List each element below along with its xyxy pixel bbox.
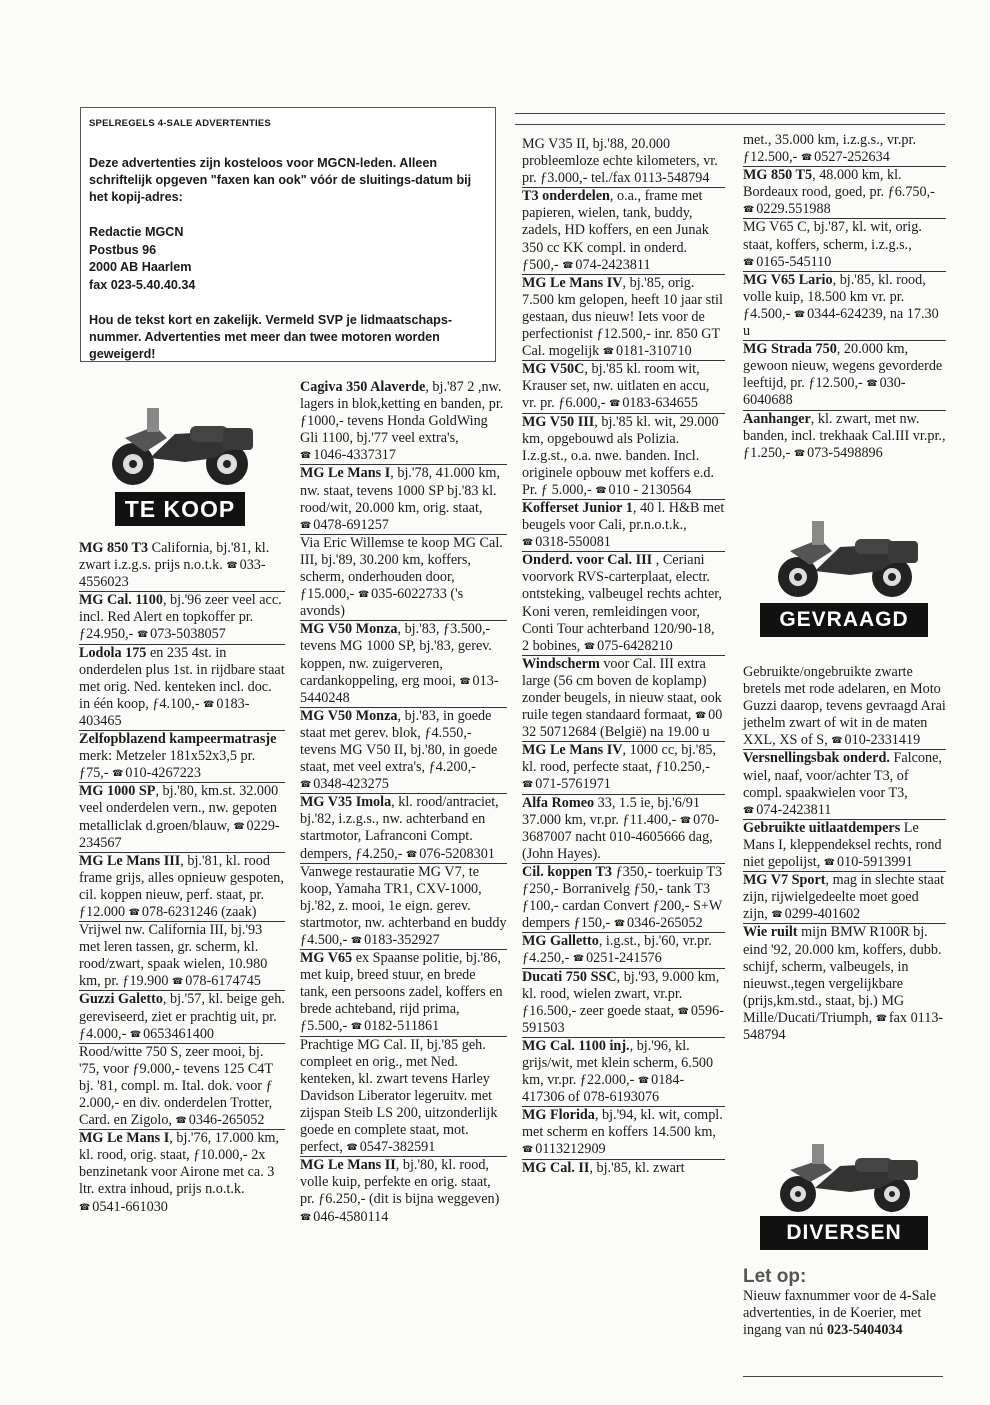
ad-phone: 0229-234567 bbox=[79, 817, 280, 851]
ad-title: Onderd. voor Cal. III bbox=[522, 552, 653, 569]
classified-ad bbox=[300, 379, 507, 465]
ad-title: MG V50 Monza bbox=[300, 621, 398, 638]
phone-icon: ☎ bbox=[831, 735, 843, 746]
phone-icon: ☎ bbox=[602, 346, 615, 357]
ad-body: , bj.'80, kl. rood, volle kuip, perfekte en orig. staat, pr. ƒ6.250,- (dit is bijna weggeven) bbox=[300, 1157, 500, 1208]
motorcycle-illustration bbox=[760, 1138, 930, 1216]
ad-phone: 074-2423811 bbox=[575, 256, 651, 273]
ad-body: Prachtige MG Cal. II, bj.'85 geh. compleet en orig., met Ned. kenteken, kl. zwart tevens Harley Davidson Liberator legeruitv. met zijspan Steib LS 200, uitzonderlijk goede en complete staat, mot. perfect, bbox=[300, 1036, 498, 1156]
classified-ad bbox=[79, 922, 285, 991]
ad-phone: 076-5208301 bbox=[419, 845, 495, 862]
column-te-koop-4 bbox=[743, 132, 946, 462]
notice-box bbox=[743, 1266, 946, 1339]
phone-icon: ☎ bbox=[677, 1005, 689, 1016]
ad-phone: 0229.551988 bbox=[756, 201, 831, 218]
ad-phone: 0596-591503 bbox=[522, 1002, 724, 1036]
phone-icon: ☎ bbox=[357, 589, 370, 600]
ad-phone: 00 32 50712684 (België) na 19.00 u bbox=[522, 707, 723, 741]
phone-icon: ☎ bbox=[522, 537, 534, 548]
ad-phone: 0183-403465 bbox=[79, 695, 250, 729]
ad-phone: 073-5498896 bbox=[807, 444, 883, 461]
ad-title: MG Le Mans I bbox=[79, 1130, 170, 1147]
classified-ad bbox=[522, 933, 725, 968]
notice-body bbox=[743, 1288, 946, 1339]
classified-ad bbox=[743, 411, 946, 462]
ad-title: Cagiva 350 Alaverde bbox=[300, 379, 426, 395]
ad-phone: 0183-634655 bbox=[622, 395, 698, 412]
classified-ad bbox=[300, 535, 507, 621]
banner-te-koop: TE KOOP bbox=[115, 492, 245, 526]
ad-body: , bj.'85 kl. room wit, Krauser set, nw. uitlaten en accu, vr. pr. ƒ6.000,- bbox=[522, 361, 710, 412]
classified-ad bbox=[522, 795, 725, 864]
ad-phone: 035-6022733 ('s avonds) bbox=[300, 586, 464, 620]
classified-ad bbox=[743, 132, 946, 167]
classified-ad bbox=[300, 794, 507, 863]
ad-body: , bj.'83, in goede staat met gerev. blok, ƒ4.550,- tevens MG V50 II, bj.'80, in goede staat, met veel extra's, ƒ4.200,- bbox=[300, 707, 498, 776]
ad-body: California, bj.'81, kl. zwart i.z.g.s. prijs n.o.t.k. bbox=[79, 540, 270, 574]
phone-icon: ☎ bbox=[694, 710, 707, 721]
ad-phone: 075-6428210 bbox=[597, 637, 673, 654]
phone-icon: ☎ bbox=[459, 675, 471, 686]
phone-icon: ☎ bbox=[233, 820, 245, 831]
classified-ad bbox=[79, 991, 285, 1043]
phone-icon: ☎ bbox=[743, 256, 755, 267]
ad-title: MG 850 T3 bbox=[79, 540, 149, 556]
classified-ad bbox=[300, 621, 507, 707]
phone-icon: ☎ bbox=[203, 698, 215, 709]
classified-ad bbox=[743, 872, 946, 924]
classified-ad bbox=[743, 167, 946, 219]
classified-ad bbox=[522, 188, 725, 274]
ad-body: , bj.'85, orig. 7.500 km gelopen, heeft 10 jaar stil gestaan, dus nieuw! Iets voor de perfectionist ƒ12.500,- inr. 850 GT Cal. mogelijk bbox=[522, 274, 723, 360]
classified-ad bbox=[522, 864, 725, 933]
phone-icon: ☎ bbox=[613, 918, 626, 929]
top-rule bbox=[515, 124, 945, 125]
classified-ad bbox=[300, 1037, 507, 1158]
phone-icon: ☎ bbox=[793, 447, 806, 458]
ad-title: T3 onderdelen bbox=[522, 188, 610, 205]
motorcycle-illustration bbox=[95, 398, 265, 490]
ad-body: , bj.'85, kl. rood, volle kuip, 18.500 km vr. pr. ƒ4.500,- bbox=[743, 271, 926, 322]
classified-ad bbox=[522, 361, 725, 413]
ad-title: Lodola 175 bbox=[79, 644, 147, 661]
ad-body: Le Mans I, kleppendeksel rechts, rond niet gepolijst, bbox=[743, 819, 942, 871]
notice-text: Nieuw faxnummer voor de 4-Sale advertenties, in de Koerier, met ingang van nú bbox=[743, 1288, 937, 1339]
ad-phone: 010-5913991 bbox=[837, 854, 913, 871]
classified-ad bbox=[79, 1044, 285, 1130]
ad-phone: 0299-401602 bbox=[784, 906, 861, 923]
classified-ad bbox=[743, 341, 946, 410]
ad-body: en 235 4st. in onderdelen plus 1st. in rijdbare staat met orig. Ned. kenteken incl. doc. in één koop, ƒ4.100,- bbox=[79, 644, 285, 712]
ad-body: met., 35.000 km, i.z.g.s., vr.pr. ƒ12.500,- bbox=[743, 132, 916, 166]
ad-title: Wie ruilt bbox=[743, 924, 798, 941]
address-line: Redactie MGCN bbox=[89, 225, 184, 239]
ad-phone: 074-2423811 bbox=[756, 801, 832, 818]
column-te-koop-2 bbox=[300, 379, 507, 1226]
ad-body: , 40 l. H&B met beugels voor Cali, pr.n.o.t.k., bbox=[522, 499, 725, 534]
phone-icon: ☎ bbox=[300, 450, 312, 461]
ad-body: , bj.'83, ƒ3.500,- tevens MG 1000 SP, bj.'83, gerev. koppen, nw. zuigerveren, cardankoppeling, erg mooi, bbox=[300, 621, 492, 689]
ad-title: Versnellingsbak onderd. bbox=[743, 750, 890, 767]
phone-icon: ☎ bbox=[743, 204, 755, 215]
ad-title: MG V50 III bbox=[522, 413, 595, 430]
ad-body: , i.g.st., bj.'60, vr.pr. ƒ4.250,- bbox=[522, 933, 712, 967]
phone-icon: ☎ bbox=[562, 259, 574, 270]
banner-diversen: DIVERSEN bbox=[760, 1216, 928, 1250]
rules-intro: Deze advertenties zijn kosteloos voor MGCN-leden. Alleen schriftelijk opgeven "faxen kan ook" vóór de sluitings-datum bij het kopij-adres: bbox=[89, 156, 472, 204]
ad-body: , bj.'78, 41.000 km, nw. staat, tevens 1000 SP bj.'83 kl. rood/wit, 20.000 km, orig. staat, bbox=[300, 465, 501, 516]
ad-body: MG V35 II, bj.'88, 20.000 probleemloze echte kilometers, vr. pr. ƒ3.000,- tel./fax 0113-548794 bbox=[522, 136, 718, 187]
banner-gevraagd: GEVRAAGD bbox=[760, 603, 928, 637]
classified-ad bbox=[522, 500, 725, 552]
ad-body: , bj.'94, kl. wit, compl. met scherm en koffers 14.500 km, bbox=[522, 1107, 723, 1141]
phone-icon: ☎ bbox=[866, 378, 878, 389]
ad-body: , 20.000 km, gewoon nieuw, wegens gevorderde leeftijd, pr. ƒ12.500,- bbox=[743, 341, 943, 392]
ad-title: MG V50C bbox=[522, 361, 585, 378]
classified-ad bbox=[522, 414, 725, 500]
phone-icon: ☎ bbox=[300, 779, 312, 790]
classified-ad bbox=[300, 864, 507, 950]
rules-box bbox=[80, 107, 496, 362]
rules-note: Hou de tekst kort en zakelijk. Vermeld SVP je lidmaatschaps-nummer. Advertenties met meer dan twee motoren worden geweigerd! bbox=[89, 313, 453, 361]
ad-title: MG Le Mans II bbox=[300, 1157, 396, 1174]
ad-phone: 0184-417306 of 078-6193076 bbox=[522, 1072, 685, 1106]
ad-phone: 0251-241576 bbox=[586, 950, 662, 967]
phone-icon: ☎ bbox=[679, 814, 692, 825]
classified-ad bbox=[522, 275, 725, 361]
ad-title: MG Florida bbox=[522, 1107, 595, 1124]
phone-icon: ☎ bbox=[800, 152, 813, 163]
ad-phone: 0478-691257 bbox=[313, 516, 389, 533]
ad-phone: 010 - 2130564 bbox=[608, 481, 692, 498]
ad-phone: 013-5440248 bbox=[300, 672, 499, 706]
phone-icon: ☎ bbox=[637, 1075, 650, 1086]
classified-ad bbox=[743, 750, 946, 819]
classified-ad bbox=[300, 708, 507, 794]
ad-phone: fax 0113-548794 bbox=[743, 1009, 944, 1043]
top-rule bbox=[515, 113, 945, 114]
phone-icon: ☎ bbox=[112, 768, 124, 779]
ad-phone: 0344-624239, na 17.30 u bbox=[743, 305, 939, 340]
ad-title: Ducati 750 SSC bbox=[522, 968, 617, 985]
ad-phone: 078-6231246 (zaak) bbox=[141, 903, 257, 920]
classified-ad bbox=[743, 664, 946, 750]
classified-ad bbox=[79, 1130, 285, 1215]
classified-ad bbox=[79, 540, 285, 592]
ad-phone: 0653461400 bbox=[143, 1025, 214, 1042]
ad-title: Zelfopblazend kampeermatrasje bbox=[79, 731, 277, 748]
ad-body: 33, 1.5 ie, bj.'6/91 37.000 km, vr.pr. ƒ11.400,- bbox=[522, 794, 700, 828]
column-te-koop-3 bbox=[522, 136, 725, 1177]
phone-icon: ☎ bbox=[172, 976, 184, 987]
ad-body: , mag in slechte staat zijn, rijwielgedeelte moet goed zijn, bbox=[743, 872, 945, 923]
ad-body: Falcone, wiel, naaf, voor/achter T3, of compl. spaakwielen voor T3, bbox=[743, 750, 942, 801]
classified-ad bbox=[79, 592, 285, 644]
ad-body: , bj.'96, kl. grijs/wit, met klein scherm, 6.500 km, vr.pr. ƒ22.000,- bbox=[522, 1037, 714, 1089]
phone-icon: ☎ bbox=[300, 1211, 312, 1222]
phone-icon: ☎ bbox=[771, 909, 783, 920]
classified-ad bbox=[79, 853, 285, 922]
ad-title: MG Cal. 1100 bbox=[79, 592, 163, 609]
ad-phone: 033-4556023 bbox=[79, 557, 266, 591]
phone-icon: ☎ bbox=[79, 1201, 91, 1212]
phone-icon: ☎ bbox=[128, 906, 140, 917]
classified-ad bbox=[522, 1038, 725, 1107]
ad-phone: 0182-511861 bbox=[364, 1018, 440, 1035]
ad-body: ƒ350,- toerkuip T3 ƒ250,- Borranivelg ƒ50,- tank T3 ƒ100,- cardan Convert ƒ200,- S+W dempers ƒ150,- bbox=[522, 863, 723, 932]
ad-body: , bj.'81, kl. rood frame grijs, alles opnieuw gespoten, cil. koppen nieuw, perf. staat, pr. ƒ12.000 bbox=[79, 852, 284, 920]
ad-body: voor Cal. III extra large (56 cm boven de koplamp) zonder beugels, in nieuw staat, ook ruile tegen standaard formaat, bbox=[522, 655, 722, 724]
ad-title: MG V65 Lario bbox=[743, 271, 833, 288]
ad-body: , kl. rood/antraciet, bj.'82, i.z.g.s., nw. achterband en startmotor, Lafranconi Compt. dempers, ƒ4.250,- bbox=[300, 794, 499, 862]
classified-ad bbox=[743, 924, 946, 1044]
ad-body: Vrijwel nw. California III, bj.'93 met leren tassen, gr. scherm, kl. rood/zwart, spaak wielen, 10.980 km, pr. ƒ19.900 bbox=[79, 922, 268, 990]
ad-phone: 0346-265052 bbox=[188, 1112, 265, 1129]
ad-title: MG Cal. 1100 inj. bbox=[522, 1037, 630, 1054]
ad-body: , bj.'96 zeer veel acc. incl. Red Alert en topkoffer pr. ƒ24.950,- bbox=[79, 592, 282, 643]
bottom-rule bbox=[743, 1376, 943, 1377]
ad-title: MG 1000 SP bbox=[79, 783, 156, 800]
ad-title: Alfa Romeo bbox=[522, 794, 595, 811]
classified-ad bbox=[300, 950, 507, 1036]
ad-body: , Ceriani voorvork RVS-carterplaat, electr. ontsteking, valbeugel rechts achter, Koni veren, remleidingen voor, Conti Tour achterband 120/90-18, 2 bobines, bbox=[522, 552, 722, 654]
ad-phone: 078-6174745 bbox=[185, 973, 261, 990]
ad-body: , 1000 cc, bj.'85, kl. rood, perfecte staat, ƒ10.250,- bbox=[522, 742, 717, 776]
phone-icon: ☎ bbox=[572, 953, 585, 964]
ad-body: , kl. zwart, met nw. banden, incl. trekhaak Cal.III vr.pr., ƒ1.250,- bbox=[743, 410, 946, 461]
ad-phone: 073-5038057 bbox=[150, 626, 226, 643]
ad-title: Gebruikte uitlaatdempers bbox=[743, 819, 901, 836]
notice-title: Let op: bbox=[743, 1266, 807, 1287]
phone-icon: ☎ bbox=[346, 1142, 358, 1153]
phone-icon: ☎ bbox=[350, 1021, 363, 1032]
ad-body: Via Eric Willemse te koop MG Cal. III, bj.'89, 30.200 km, koffers, scherm, onderhouden door, ƒ15.000,- bbox=[300, 534, 503, 603]
ad-phone: 0527-252634 bbox=[814, 149, 890, 166]
classified-ad bbox=[522, 656, 725, 742]
ad-body: , bj.'93, 9.000 km, kl. rood, wielen zwart, vr.pr. ƒ16.500,- zeer goede staat, bbox=[522, 968, 720, 1019]
classified-ad bbox=[79, 731, 285, 783]
ad-phone: 0541-661030 bbox=[92, 1198, 168, 1215]
phone-icon: ☎ bbox=[793, 308, 806, 319]
phone-icon: ☎ bbox=[406, 848, 418, 859]
phone-icon: ☎ bbox=[595, 484, 607, 495]
ad-body: mijn BMW R100R bj. eind '92, 20.000 km, koffers, dubb. schijf, scherm, valbeugels, in nieuwst.,tegen vergelijkbare (prijs,km.std., staat, bj.) MG Mille/Ducati/Triumph, bbox=[743, 924, 942, 1026]
phone-icon: ☎ bbox=[609, 398, 621, 409]
rules-address bbox=[89, 224, 485, 294]
classified-ad bbox=[743, 272, 946, 341]
ad-body: merk: Metzeler 181x52x3,5 pr. ƒ75,- bbox=[79, 748, 256, 782]
classified-ad bbox=[300, 1157, 507, 1225]
ad-phone: 0181-310710 bbox=[616, 343, 692, 360]
ad-title: MG Le Mans I bbox=[300, 465, 391, 482]
ad-body: , o.a., frame met papieren, wielen, tank, buddy, zadels, HD koffers, en een Junak 350 cc KK compl. in onderd. ƒ500,- bbox=[522, 188, 709, 273]
ad-phone: 0318-550081 bbox=[535, 534, 611, 551]
ad-body: , bj.'87 2 ,nw. lagers in blok,ketting en banden, pr. ƒ1000,- tevens Honda GoldWing Gli 1100, bj.'77 veel extra's, bbox=[300, 379, 504, 447]
ad-phone: 1046-4337317 bbox=[313, 447, 396, 464]
ad-phone: 071-5761971 bbox=[535, 776, 611, 793]
ad-phone: 046-4580114 bbox=[313, 1208, 389, 1225]
ad-phone: 0165-545110 bbox=[756, 253, 832, 270]
ad-phone: 0183-352927 bbox=[364, 932, 440, 948]
ad-body: Gebruikte/ongebruikte zwarte bretels met rode adelaren, en Moto Guzzi daarop, tevens gevraagd Arai jethelm zwart of wit in de maten XXL, XS of S, bbox=[743, 664, 946, 749]
classified-ad bbox=[743, 219, 946, 271]
ad-body: , bj.'80, km.st. 32.000 veel onderdelen vern., nw. gepoten metalliclak d.groen/blauw, bbox=[79, 783, 279, 834]
phone-icon: ☎ bbox=[350, 935, 363, 945]
phone-icon: ☎ bbox=[823, 857, 836, 868]
ad-body: , bj.'57, kl. beige geh. gereviseerd, ziet er prachtig uit, pr. ƒ4.000,- bbox=[79, 991, 285, 1042]
ad-title: MG Strada 750 bbox=[743, 341, 837, 358]
phone-icon: ☎ bbox=[226, 560, 238, 571]
ad-body: ex Spaanse politie, bj.'86, met kuip, breed stuur, en brede tank, een persoons zadel, koffers en brede achteband, rijd prima, ƒ5.500,- bbox=[300, 950, 503, 1035]
ad-body: MG V65 C, bj.'87, kl. wit, orig. staat, koffers, scherm, i.z.g.s., bbox=[743, 219, 922, 253]
ad-title: Cil. koppen T3 bbox=[522, 863, 613, 880]
ad-title: MG V65 bbox=[300, 950, 353, 967]
address-line: 2000 AB Haarlem bbox=[89, 260, 192, 274]
address-line: fax 023-5.40.40.34 bbox=[89, 277, 196, 292]
ad-title: MG Le Mans III bbox=[79, 852, 181, 869]
notice-fax-number: 023-5404034 bbox=[826, 1322, 903, 1339]
classified-ad bbox=[743, 820, 946, 872]
classified-ad bbox=[522, 1107, 725, 1159]
ad-body: Vanwege restauratie MG V7, te koop, Yamaha TR1, CXV-1000, bj.'82, z. mooi, 1e eign. gerev. startmotor, nw. achterband en buddy ƒ4.500,- bbox=[300, 863, 507, 948]
ad-phone: 0547-382591 bbox=[359, 1139, 436, 1156]
ad-title: Windscherm bbox=[522, 655, 600, 672]
ad-phone: 0346-265052 bbox=[627, 915, 703, 932]
phone-icon: ☎ bbox=[743, 804, 755, 815]
ad-phone: 070-3687007 nacht 010-4605666 dag, (John Hayes). bbox=[522, 811, 720, 862]
ad-title: MG V50 Monza bbox=[300, 707, 398, 724]
ad-phone: 030-6040688 bbox=[743, 375, 906, 409]
phone-icon: ☎ bbox=[300, 519, 312, 530]
ad-body: , 48.000 km, kl. Bordeaux rood, goed, pr. ƒ6.750,- bbox=[743, 167, 935, 201]
ad-title: MG Le Mans IV bbox=[522, 274, 623, 291]
ad-title: MG Le Mans IV bbox=[522, 742, 623, 759]
ad-body: , bj.'85, kl. zwart bbox=[589, 1159, 685, 1176]
ad-title: MG V35 Imola bbox=[300, 794, 392, 811]
ad-title: MG 850 T5 bbox=[743, 167, 813, 184]
ad-title: Aanhanger bbox=[743, 410, 811, 427]
classified-ad bbox=[300, 465, 507, 534]
classified-ad bbox=[522, 1160, 725, 1177]
ad-phone: 010-2331419 bbox=[844, 732, 921, 749]
ad-body: Rood/witte 750 S, zeer mooi, bj. '75, voor ƒ9.000,- tevens 125 C4T bj. '81, compl. m. Ital. dok. voor ƒ 2.000,- en div. onderdelen Trotter, Card. en Zigolo, bbox=[79, 1043, 273, 1129]
phone-icon: ☎ bbox=[129, 1028, 142, 1039]
ad-title: MG Cal. II bbox=[522, 1159, 590, 1176]
phone-icon: ☎ bbox=[583, 640, 596, 651]
ad-body: , bj.'76, 17.000 km, kl. rood, orig. staat, ƒ10.000,- 2x benzinetank voor Airone met ca. 3 ltr. extra inhoud, prijs n.o.t.k. bbox=[79, 1130, 280, 1198]
rules-header: SPELREGELS 4-SALE ADVERTENTIES bbox=[89, 118, 271, 129]
classified-ad bbox=[79, 645, 285, 731]
column-te-koop-1 bbox=[79, 540, 285, 1216]
classified-ad bbox=[79, 783, 285, 852]
ad-title: Kofferset Junior 1 bbox=[522, 499, 633, 516]
ad-title: Guzzi Galetto bbox=[79, 991, 163, 1008]
classified-ad bbox=[522, 552, 725, 656]
phone-icon: ☎ bbox=[136, 629, 149, 640]
ad-phone: 0113212909 bbox=[535, 1141, 606, 1158]
ad-phone: 0348-423275 bbox=[313, 776, 389, 793]
classified-ad bbox=[522, 969, 725, 1038]
address-line: Postbus 96 bbox=[89, 242, 157, 257]
classified-ad bbox=[522, 742, 725, 794]
ad-phone: 010-4267223 bbox=[125, 765, 201, 782]
motorcycle-illustration bbox=[760, 513, 930, 601]
phone-icon: ☎ bbox=[875, 1012, 887, 1023]
ad-title: MG Galletto bbox=[522, 933, 599, 950]
phone-icon: ☎ bbox=[175, 1115, 187, 1126]
ad-body: , bj.'85 kl. wit, 29.000 km, opgebouwd als Polizia. I.z.g.st., o.a. nwe. banden. Incl. originele opbouw met koffers e.d. Pr. ƒ 5.000,- bbox=[522, 413, 719, 498]
phone-icon: ☎ bbox=[522, 779, 534, 790]
classified-ad bbox=[522, 136, 725, 188]
column-gevraagd bbox=[743, 664, 946, 1044]
ad-title: MG V7 Sport bbox=[743, 872, 826, 889]
phone-icon: ☎ bbox=[522, 1144, 534, 1155]
